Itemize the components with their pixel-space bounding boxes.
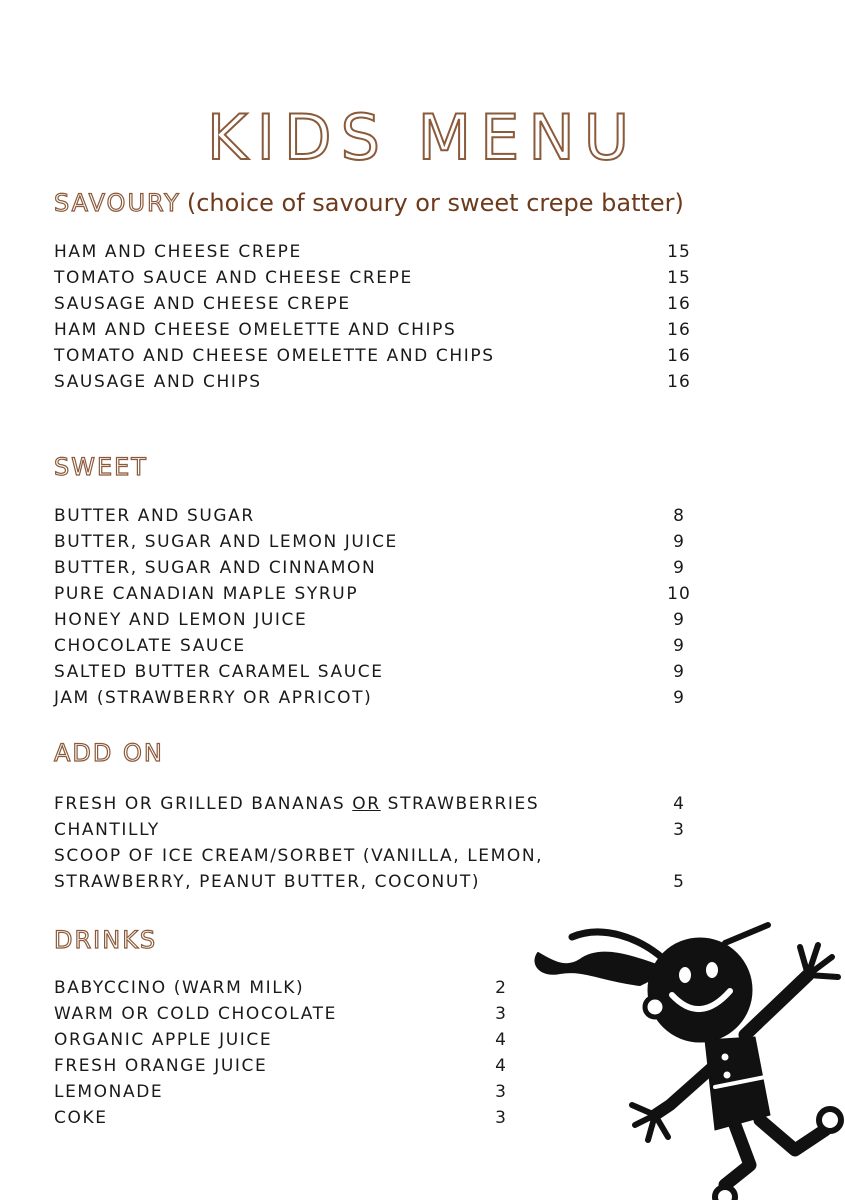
price-addon-1: 4 <box>673 794 685 814</box>
price-savoury-6: 16 <box>667 372 691 392</box>
price-savoury-1: 15 <box>667 242 691 262</box>
menu-item-sweet-6: CHOCOLATE SAUCE <box>54 636 246 656</box>
menu-item-savoury-2: TOMATO SAUCE AND CHEESE CREPE <box>54 268 413 288</box>
menu-item-drink-6: COKE <box>54 1108 108 1128</box>
price-sweet-3: 9 <box>673 558 685 578</box>
dancing-kid-icon <box>520 915 845 1200</box>
menu-item-sweet-7: SALTED BUTTER CARAMEL SAUCE <box>54 662 384 682</box>
section-heading-sweet: SWEET <box>54 453 148 481</box>
menu-item-drink-3: ORGANIC APPLE JUICE <box>54 1030 273 1050</box>
savoury-heading: SAVOURY <box>54 189 181 217</box>
price-drink-1: 2 <box>495 978 507 998</box>
menu-item-addon-3-line1: SCOOP OF ICE CREAM/SORBET (VANILLA, LEMON, <box>54 846 544 866</box>
addon-1-text-a: FRESH OR GRILLED BANANAS <box>54 794 353 814</box>
price-drink-4: 4 <box>495 1056 507 1076</box>
price-savoury-3: 16 <box>667 294 691 314</box>
section-heading-add-on: ADD ON <box>54 739 164 767</box>
section-heading-drinks: DRINKS <box>54 926 158 954</box>
price-sweet-1: 8 <box>673 506 685 526</box>
menu-item-drink-5: LEMONADE <box>54 1082 164 1102</box>
price-drink-5: 3 <box>495 1082 507 1102</box>
menu-item-sweet-8: JAM (STRAWBERRY OR APRICOT) <box>54 688 373 708</box>
price-sweet-8: 9 <box>673 688 685 708</box>
menu-item-savoury-4: HAM AND CHEESE OMELETTE AND CHIPS <box>54 320 457 340</box>
menu-item-savoury-6: SAUSAGE AND CHIPS <box>54 372 262 392</box>
page-title: KIDS MENU <box>206 100 639 174</box>
menu-item-sweet-3: BUTTER, SUGAR AND CINNAMON <box>54 558 377 578</box>
menu-item-drink-4: FRESH ORANGE JUICE <box>54 1056 268 1076</box>
price-sweet-7: 9 <box>673 662 685 682</box>
price-drink-3: 4 <box>495 1030 507 1050</box>
price-addon-2: 3 <box>673 820 685 840</box>
menu-item-sweet-1: BUTTER AND SUGAR <box>54 506 255 526</box>
menu-item-drink-1: BABYCCINO (WARM MILK) <box>54 978 305 998</box>
menu-item-addon-1 <box>54 791 539 817</box>
price-drink-2: 3 <box>495 1004 507 1024</box>
price-sweet-4: 10 <box>667 584 691 604</box>
menu-item-sweet-2: BUTTER, SUGAR AND LEMON JUICE <box>54 532 398 552</box>
price-drink-6: 3 <box>495 1108 507 1128</box>
menu-item-savoury-5: TOMATO AND CHEESE OMELETTE AND CHIPS <box>54 346 495 366</box>
price-sweet-2: 9 <box>673 532 685 552</box>
addon-1-or: OR <box>352 794 381 814</box>
menu-item-drink-2: WARM OR COLD CHOCOLATE <box>54 1004 337 1024</box>
addon-1-text-b: STRAWBERRIES <box>380 794 540 814</box>
section-heading-savoury <box>54 188 684 218</box>
price-sweet-5: 9 <box>673 610 685 630</box>
menu-item-sweet-4: PURE CANADIAN MAPLE SYRUP <box>54 584 359 604</box>
menu-item-addon-3-line2: STRAWBERRY, PEANUT BUTTER, COCONUT) <box>54 872 481 892</box>
price-savoury-5: 16 <box>667 346 691 366</box>
menu-item-savoury-3: SAUSAGE AND CHEESE CREPE <box>54 294 351 314</box>
price-addon-3: 5 <box>673 872 685 892</box>
price-sweet-6: 9 <box>673 636 685 656</box>
price-savoury-4: 16 <box>667 320 691 340</box>
savoury-note: (choice of savoury or sweet crepe batter) <box>186 189 684 217</box>
menu-item-addon-2: CHANTILLY <box>54 820 160 840</box>
price-savoury-2: 15 <box>667 268 691 288</box>
menu-item-sweet-5: HONEY AND LEMON JUICE <box>54 610 308 630</box>
menu-item-savoury-1: HAM AND CHEESE CREPE <box>54 242 302 262</box>
